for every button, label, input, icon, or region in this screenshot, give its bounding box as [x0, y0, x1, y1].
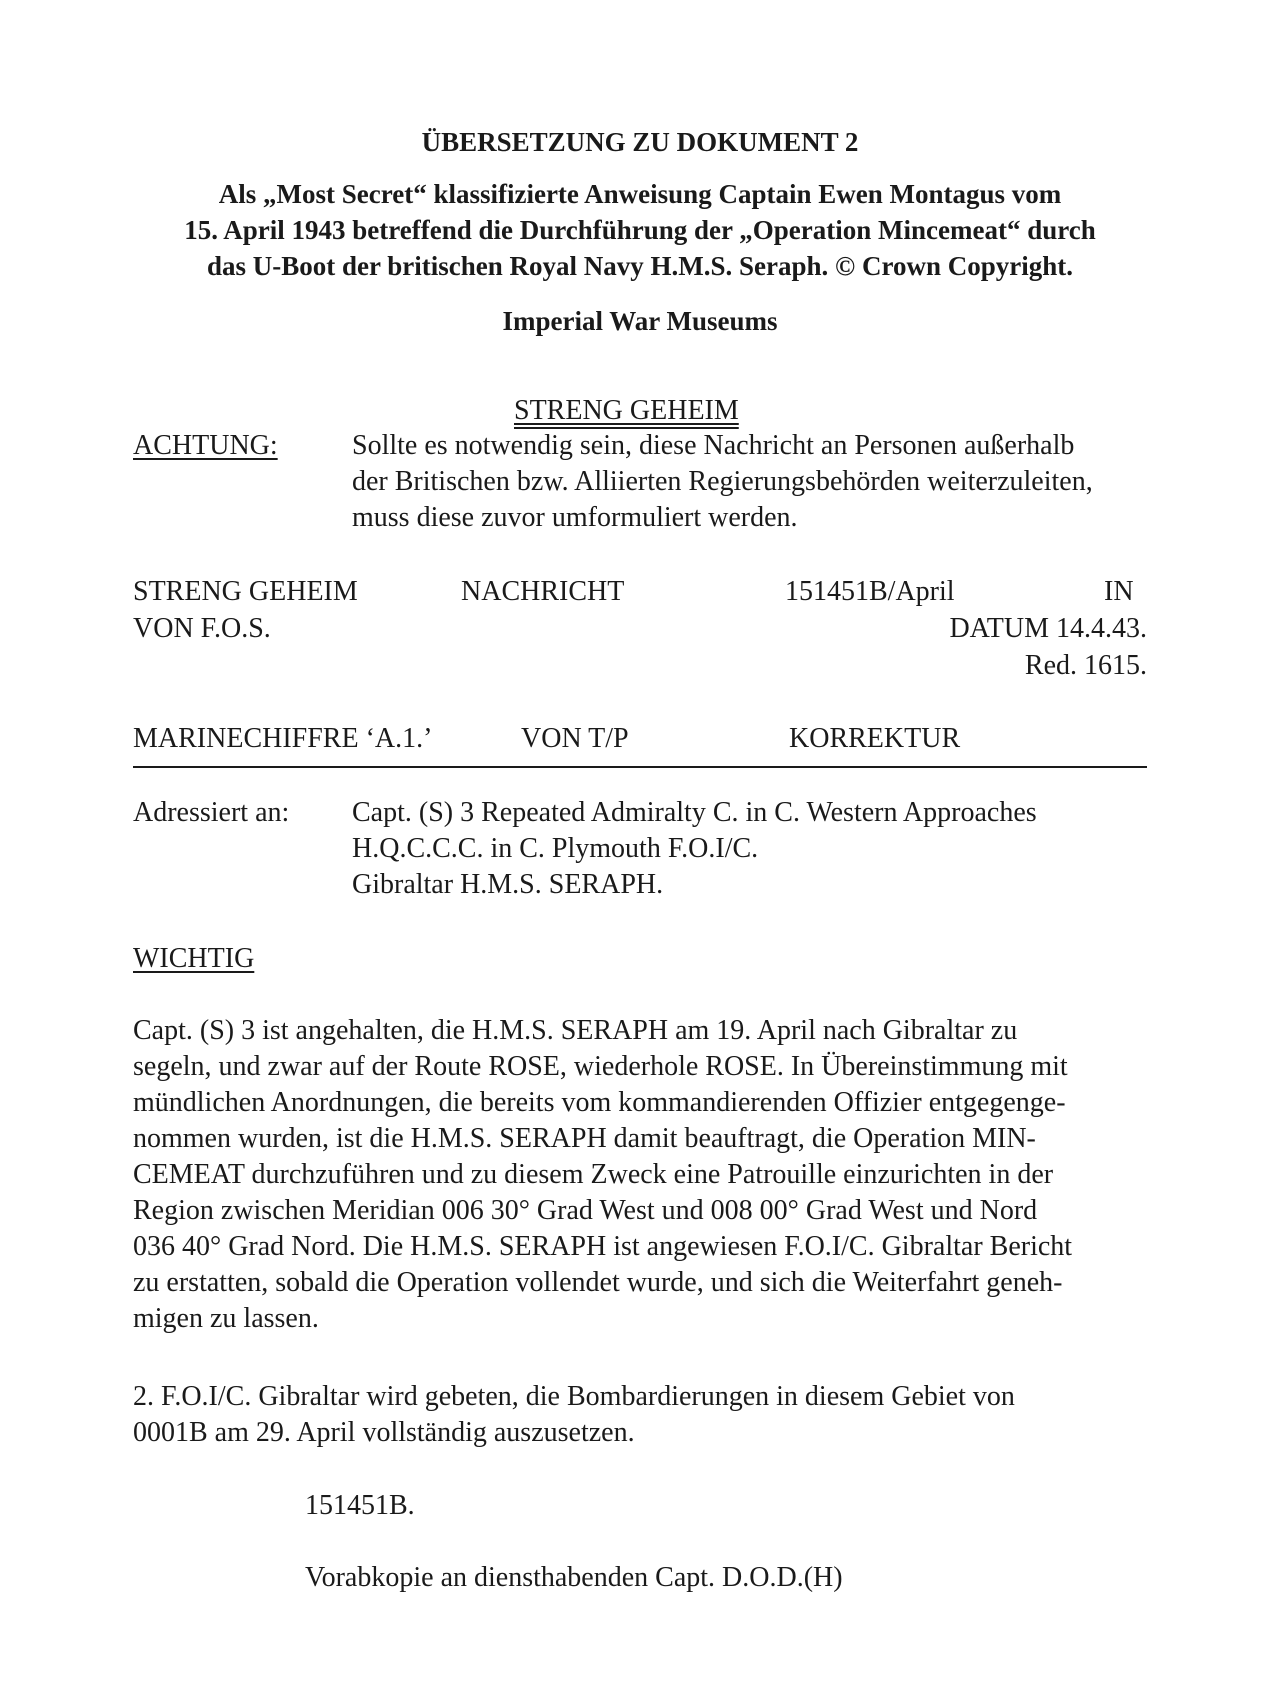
addressed-line: Capt. (S) 3 Repeated Admiralty C. in C. Western Approaches — [352, 797, 1037, 828]
achtung-label: ACHTUNG: — [133, 430, 278, 461]
paragraph-line: nommen wurden, ist die H.M.S. SERAPH damit beauftragt, die Operation MIN- — [133, 1123, 1036, 1154]
message-reference: 151451B. — [305, 1490, 415, 1521]
subtitle-line: 15. April 1943 betreffend die Durchführung der „Operation Mincemeat“ durch — [184, 215, 1096, 245]
msg-red: Red. 1615. — [1024, 650, 1147, 681]
institution-name: Imperial War Museums — [502, 306, 778, 336]
paragraph-2 — [133, 1379, 1015, 1451]
addressed-text — [352, 795, 1037, 903]
msg-date: DATUM 14.4.43. — [949, 613, 1147, 644]
header-divider — [133, 766, 1147, 768]
wichtig-heading: WICHTIG — [133, 943, 255, 974]
achtung-text — [352, 428, 1152, 536]
msg-correction: KORREKTUR — [789, 723, 961, 754]
msg-direction: IN — [1104, 576, 1134, 607]
paragraph-line: 2. F.O.I/C. Gibraltar wird gebeten, die Bombardierungen in diesem Gebiet von — [133, 1381, 1015, 1412]
copy-note: Vorabkopie an diensthabenden Capt. D.O.D.(H) — [305, 1562, 843, 1593]
achtung-line: muss diese zuvor umformuliert werden. — [352, 502, 798, 533]
subtitle-line: das U-Boot der britischen Royal Navy H.M.S. Seraph. © Crown Copyright. — [207, 251, 1073, 281]
msg-from: VON F.O.S. — [133, 613, 271, 644]
msg-cipher: MARINECHIFFRE ‘A.1.’ — [133, 723, 433, 754]
achtung-line: der Britischen bzw. Alliierten Regierungsbehörden weiterzuleiten, — [352, 466, 1093, 497]
document-title: ÜBERSETZUNG ZU DOKUMENT 2 — [421, 127, 859, 157]
msg-number: 151451B/April — [785, 576, 955, 607]
paragraph-line: CEMEAT durchzuführen und zu diesem Zweck eine Patrouille einzurichten in der — [133, 1159, 1054, 1190]
addressed-line: H.Q.C.C.C. in C. Plymouth F.O.I/C. — [352, 833, 759, 864]
paragraph-line: zu erstatten, sobald die Operation vollendet wurde, und sich die Weiterfahrt geneh- — [133, 1267, 1063, 1298]
msg-classification: STRENG GEHEIM — [133, 576, 358, 607]
msg-via: VON T/P — [521, 723, 629, 754]
achtung-line: Sollte es notwendig sein, diese Nachricht an Personen außerhalb — [352, 430, 1075, 461]
addressed-line: Gibraltar H.M.S. SERAPH. — [352, 869, 664, 900]
paragraph-line: 0001B am 29. April vollständig auszusetzen. — [133, 1417, 635, 1448]
paragraph-line: Region zwischen Meridian 006 30° Grad West und 008 00° Grad West und Nord — [133, 1195, 1038, 1226]
paragraph-line: mündlichen Anordnungen, die bereits vom kommandierenden Offizier entgegenge- — [133, 1087, 1066, 1118]
paragraph-1 — [133, 1013, 1072, 1337]
classification-heading: STRENG GEHEIM — [514, 395, 739, 426]
paragraph-line: segeln, und zwar auf der Route ROSE, wiederhole ROSE. In Übereinstimmung mit — [133, 1051, 1068, 1082]
paragraph-line: Capt. (S) 3 ist angehalten, die H.M.S. SERAPH am 19. April nach Gibraltar zu — [133, 1015, 1018, 1046]
document-subtitle — [0, 176, 1280, 284]
subtitle-line: Als „Most Secret“ klassifizierte Anweisung Captain Ewen Montagus vom — [218, 179, 1062, 209]
paragraph-line: 036 40° Grad Nord. Die H.M.S. SERAPH ist angewiesen F.O.I/C. Gibraltar Bericht — [133, 1231, 1073, 1262]
msg-type: NACHRICHT — [461, 576, 625, 607]
paragraph-line: migen zu lassen. — [133, 1303, 319, 1334]
addressed-label: Adressiert an: — [133, 797, 290, 828]
